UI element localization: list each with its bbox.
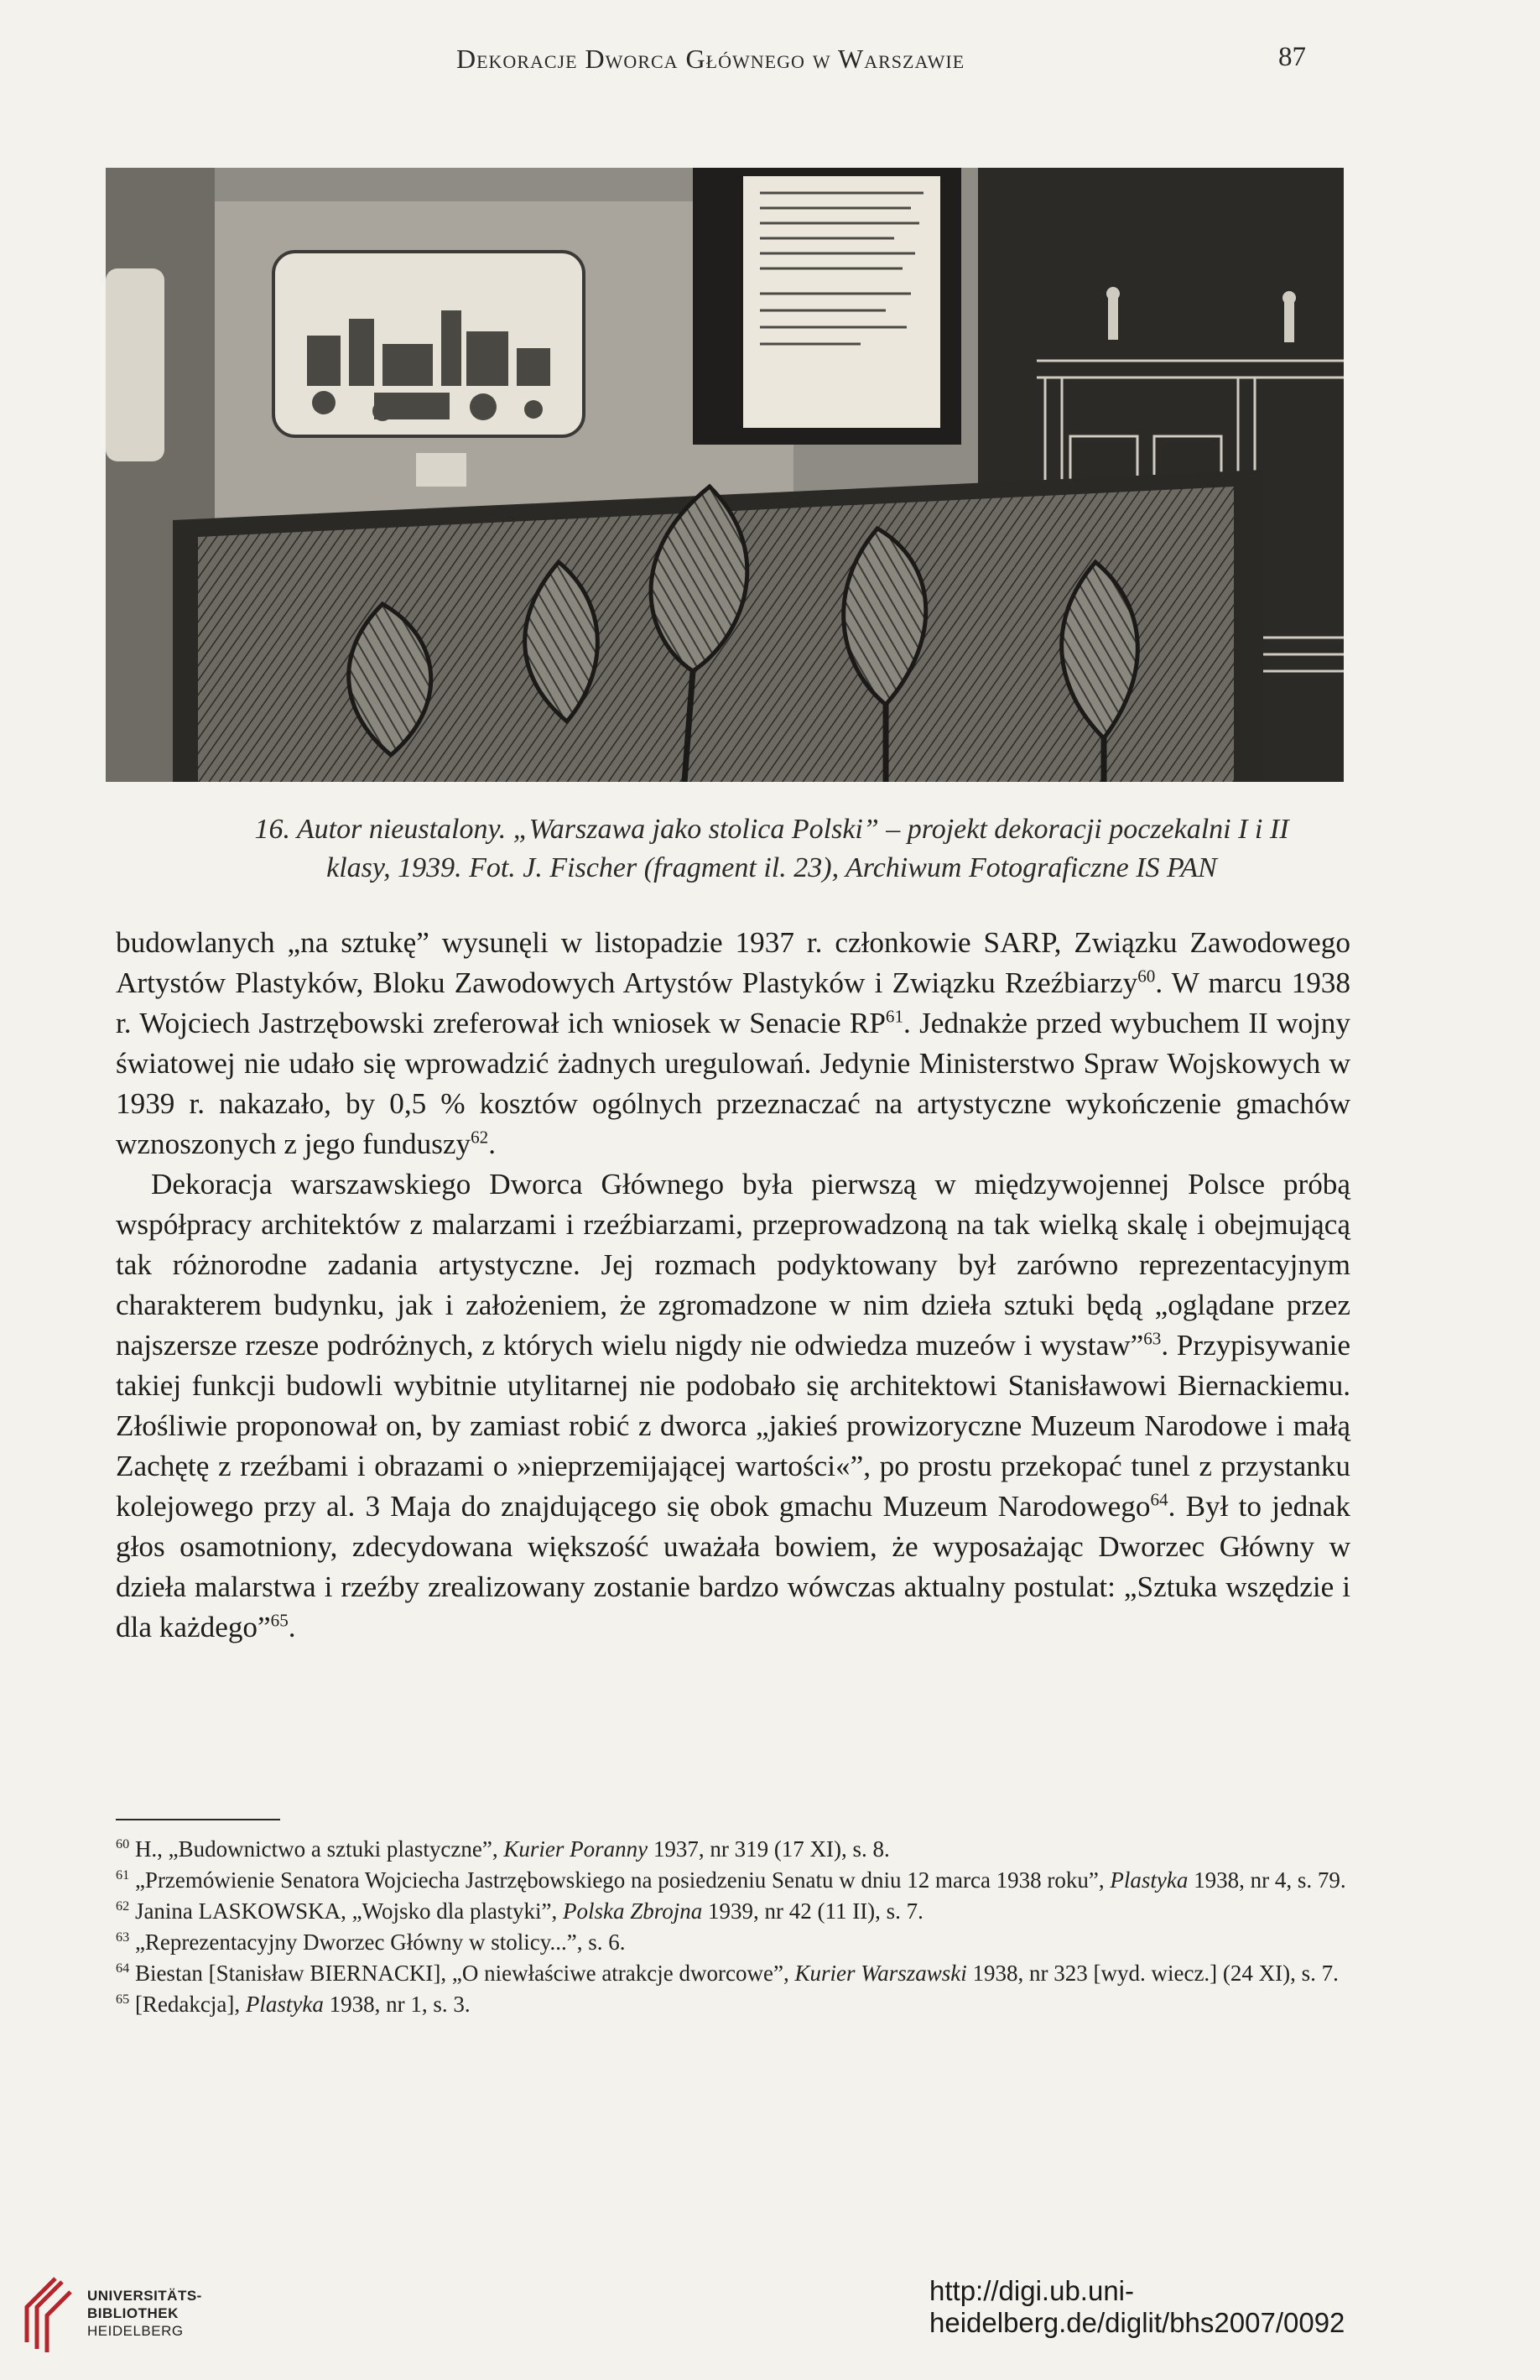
footnote-64 bbox=[116, 1958, 1350, 1989]
body-text bbox=[116, 923, 1350, 1648]
footnote-ref-65: 65 bbox=[270, 1610, 289, 1631]
footnote-61 bbox=[116, 1865, 1350, 1896]
footnote-65 bbox=[116, 1989, 1350, 2020]
footnote-divider bbox=[116, 1819, 280, 1820]
footnote-ref-62: 62 bbox=[471, 1127, 489, 1148]
footnote-text: Biestan [Stanisław BIERNACKI], „O niewłaściwe atrakcje dworcowe”, bbox=[134, 1961, 795, 1986]
footnote-title: Plastyka bbox=[1110, 1867, 1189, 1893]
footnote-62 bbox=[116, 1896, 1350, 1927]
page-number: 87 bbox=[1278, 42, 1306, 72]
library-name-line: BIBLIOTHEK bbox=[87, 2305, 179, 2321]
library-name bbox=[87, 2287, 202, 2340]
footnote-text: [Redakcja], bbox=[134, 1992, 246, 2017]
text-run: . Jednakże przed wybuchem II wojny światowej nie udało się wprowadzić żadnych uregulowań. Jedynie Ministerstwo Spraw Wojskowych w 1939 r. nakazało, by 0,5 % kosztów ogólnych przeznaczać na artystyczne wykończenie gmachów wznoszonych z jego funduszy bbox=[116, 1007, 1350, 1160]
library-logo-icon bbox=[20, 2275, 79, 2356]
footnote-ref-64: 64 bbox=[1150, 1489, 1168, 1510]
footnote-text: 1939, nr 42 (11 II), s. 7. bbox=[702, 1898, 923, 1924]
footnote-63 bbox=[116, 1927, 1350, 1958]
footnote-title: Polska Zbrojna bbox=[562, 1898, 703, 1924]
footnote-60 bbox=[116, 1834, 1350, 1865]
text-run: . Przypisywanie takiej funkcji budowli wybitnie utylitarnej nie podobało się architektowi Stanisławowi Biernackiemu. Złośliwie proponował on, by zamiast robić z dworca „jakieś prowizoryczne Muzeum Narodowe i małą Zachętę z rzeźbami i obrazami o »nieprzemijającej wartości«”, po prostu przekopać tunel z przystanku kolejowego przy al. 3 Maja do znajdującego się obok gmachu Muzeum Narodowego bbox=[116, 1329, 1350, 1523]
text-run: Dekoracja warszawskiego Dworca Głównego była pierwszą w międzywojennej Polsce próbą współpracy architektów z malarzami i rzeźbiarzami, przeprowadzoną na tak wielką skalę i obejmującą tak różnorodne zadania artystyczne. Jej rozmach podyktowany był zarówno reprezentacyjnym charakterem budynku, jak i założeniem, że zgromadzone w nim dzieła sztuki będą „oglądane przez najszersze rzesze podróżnych, z których wielu nigdy nie odwiedza muzeów i wystaw” bbox=[116, 1168, 1350, 1362]
footnote-number: 62 bbox=[116, 1898, 130, 1914]
footnote-ref-61: 61 bbox=[885, 1006, 904, 1027]
paragraph-1 bbox=[116, 923, 1350, 1164]
footnote-text: „Reprezentacyjny Dworzec Główny w stolicy...”, s. 6. bbox=[134, 1930, 626, 1955]
footnote-number: 65 bbox=[116, 1992, 130, 2007]
footnote-text: „Przemówienie Senatora Wojciecha Jastrzębowskiego na posiedzeniu Senatu w dniu 12 marca 1938 roku”, bbox=[134, 1867, 1111, 1893]
footnote-number: 63 bbox=[116, 1930, 130, 1945]
text-run: budowlanych „na sztukę” wysunęli w listopadzie 1937 r. członkowie SARP, Związku Zawodowego Artystów Plastyków, Bloku Zawodowych Artystów Plastyków i Związku Rzeźbiarzy bbox=[116, 926, 1350, 999]
figure-photograph bbox=[106, 168, 1344, 782]
photograph-image bbox=[106, 168, 1344, 782]
library-name-line: UNIVERSITÄTS- bbox=[87, 2288, 202, 2304]
footnote-text: 1938, nr 323 [wyd. wiecz.] (24 XI), s. 7. bbox=[966, 1961, 1339, 1986]
footnote-number: 60 bbox=[116, 1836, 130, 1851]
footnote-number: 61 bbox=[116, 1867, 130, 1883]
footnote-text: Janina LASKOWSKA, „Wojsko dla plastyki”, bbox=[134, 1898, 563, 1924]
running-header: Dekoracje Dworca Głównego w Warszawie bbox=[456, 44, 965, 74]
text-run: . bbox=[488, 1128, 497, 1160]
footnote-title: Kurier Poranny bbox=[503, 1836, 648, 1862]
footnote-title: Plastyka bbox=[245, 1992, 324, 2017]
footnote-ref-63: 63 bbox=[1143, 1328, 1162, 1349]
paragraph-2 bbox=[116, 1164, 1350, 1648]
footnote-text: 1938, nr 4, s. 79. bbox=[1188, 1867, 1346, 1893]
text-run: . bbox=[288, 1611, 296, 1643]
source-url-link[interactable]: http://digi.ub.uni-heidelberg.de/diglit/bhs2007/0092 bbox=[929, 2275, 1345, 2338]
figure-caption bbox=[168, 810, 1376, 888]
library-name-line: HEIDELBERG bbox=[87, 2323, 184, 2339]
footnote-text: 1938, nr 1, s. 3. bbox=[323, 1992, 471, 2017]
caption-line-1: 16. Autor nieustalony. „Warszawa jako stolica Polski” – projekt dekoracji poczekalni I i II bbox=[254, 814, 1289, 845]
footnote-number: 64 bbox=[116, 1961, 130, 1976]
footnote-ref-60: 60 bbox=[1137, 966, 1156, 987]
text-run: . W marcu 1938 r. Wojciech Jastrzębowski zreferował ich wniosek w Senacie RP bbox=[116, 966, 1350, 1039]
text-run: . Był to jednak głos osamotniony, zdecydowana większość uważała bowiem, że wyposażając Dworzec Główny w dzieła malarstwa i rzeźby zrealizowany zostanie bardzo wówczas aktualny postulat: „Sztuka wszędzie i dla każdego” bbox=[116, 1490, 1350, 1643]
footnotes bbox=[116, 1834, 1350, 2020]
footnote-text: H., „Budownictwo a sztuki plastyczne”, bbox=[134, 1836, 504, 1862]
footnote-title: Kurier Warszawski bbox=[794, 1961, 967, 1986]
footnote-text: 1937, nr 319 (17 XI), s. 8. bbox=[648, 1836, 890, 1862]
caption-line-2: klasy, 1939. Fot. J. Fischer (fragment il. 23), Archiwum Fotograficzne IS PAN bbox=[326, 852, 1217, 883]
